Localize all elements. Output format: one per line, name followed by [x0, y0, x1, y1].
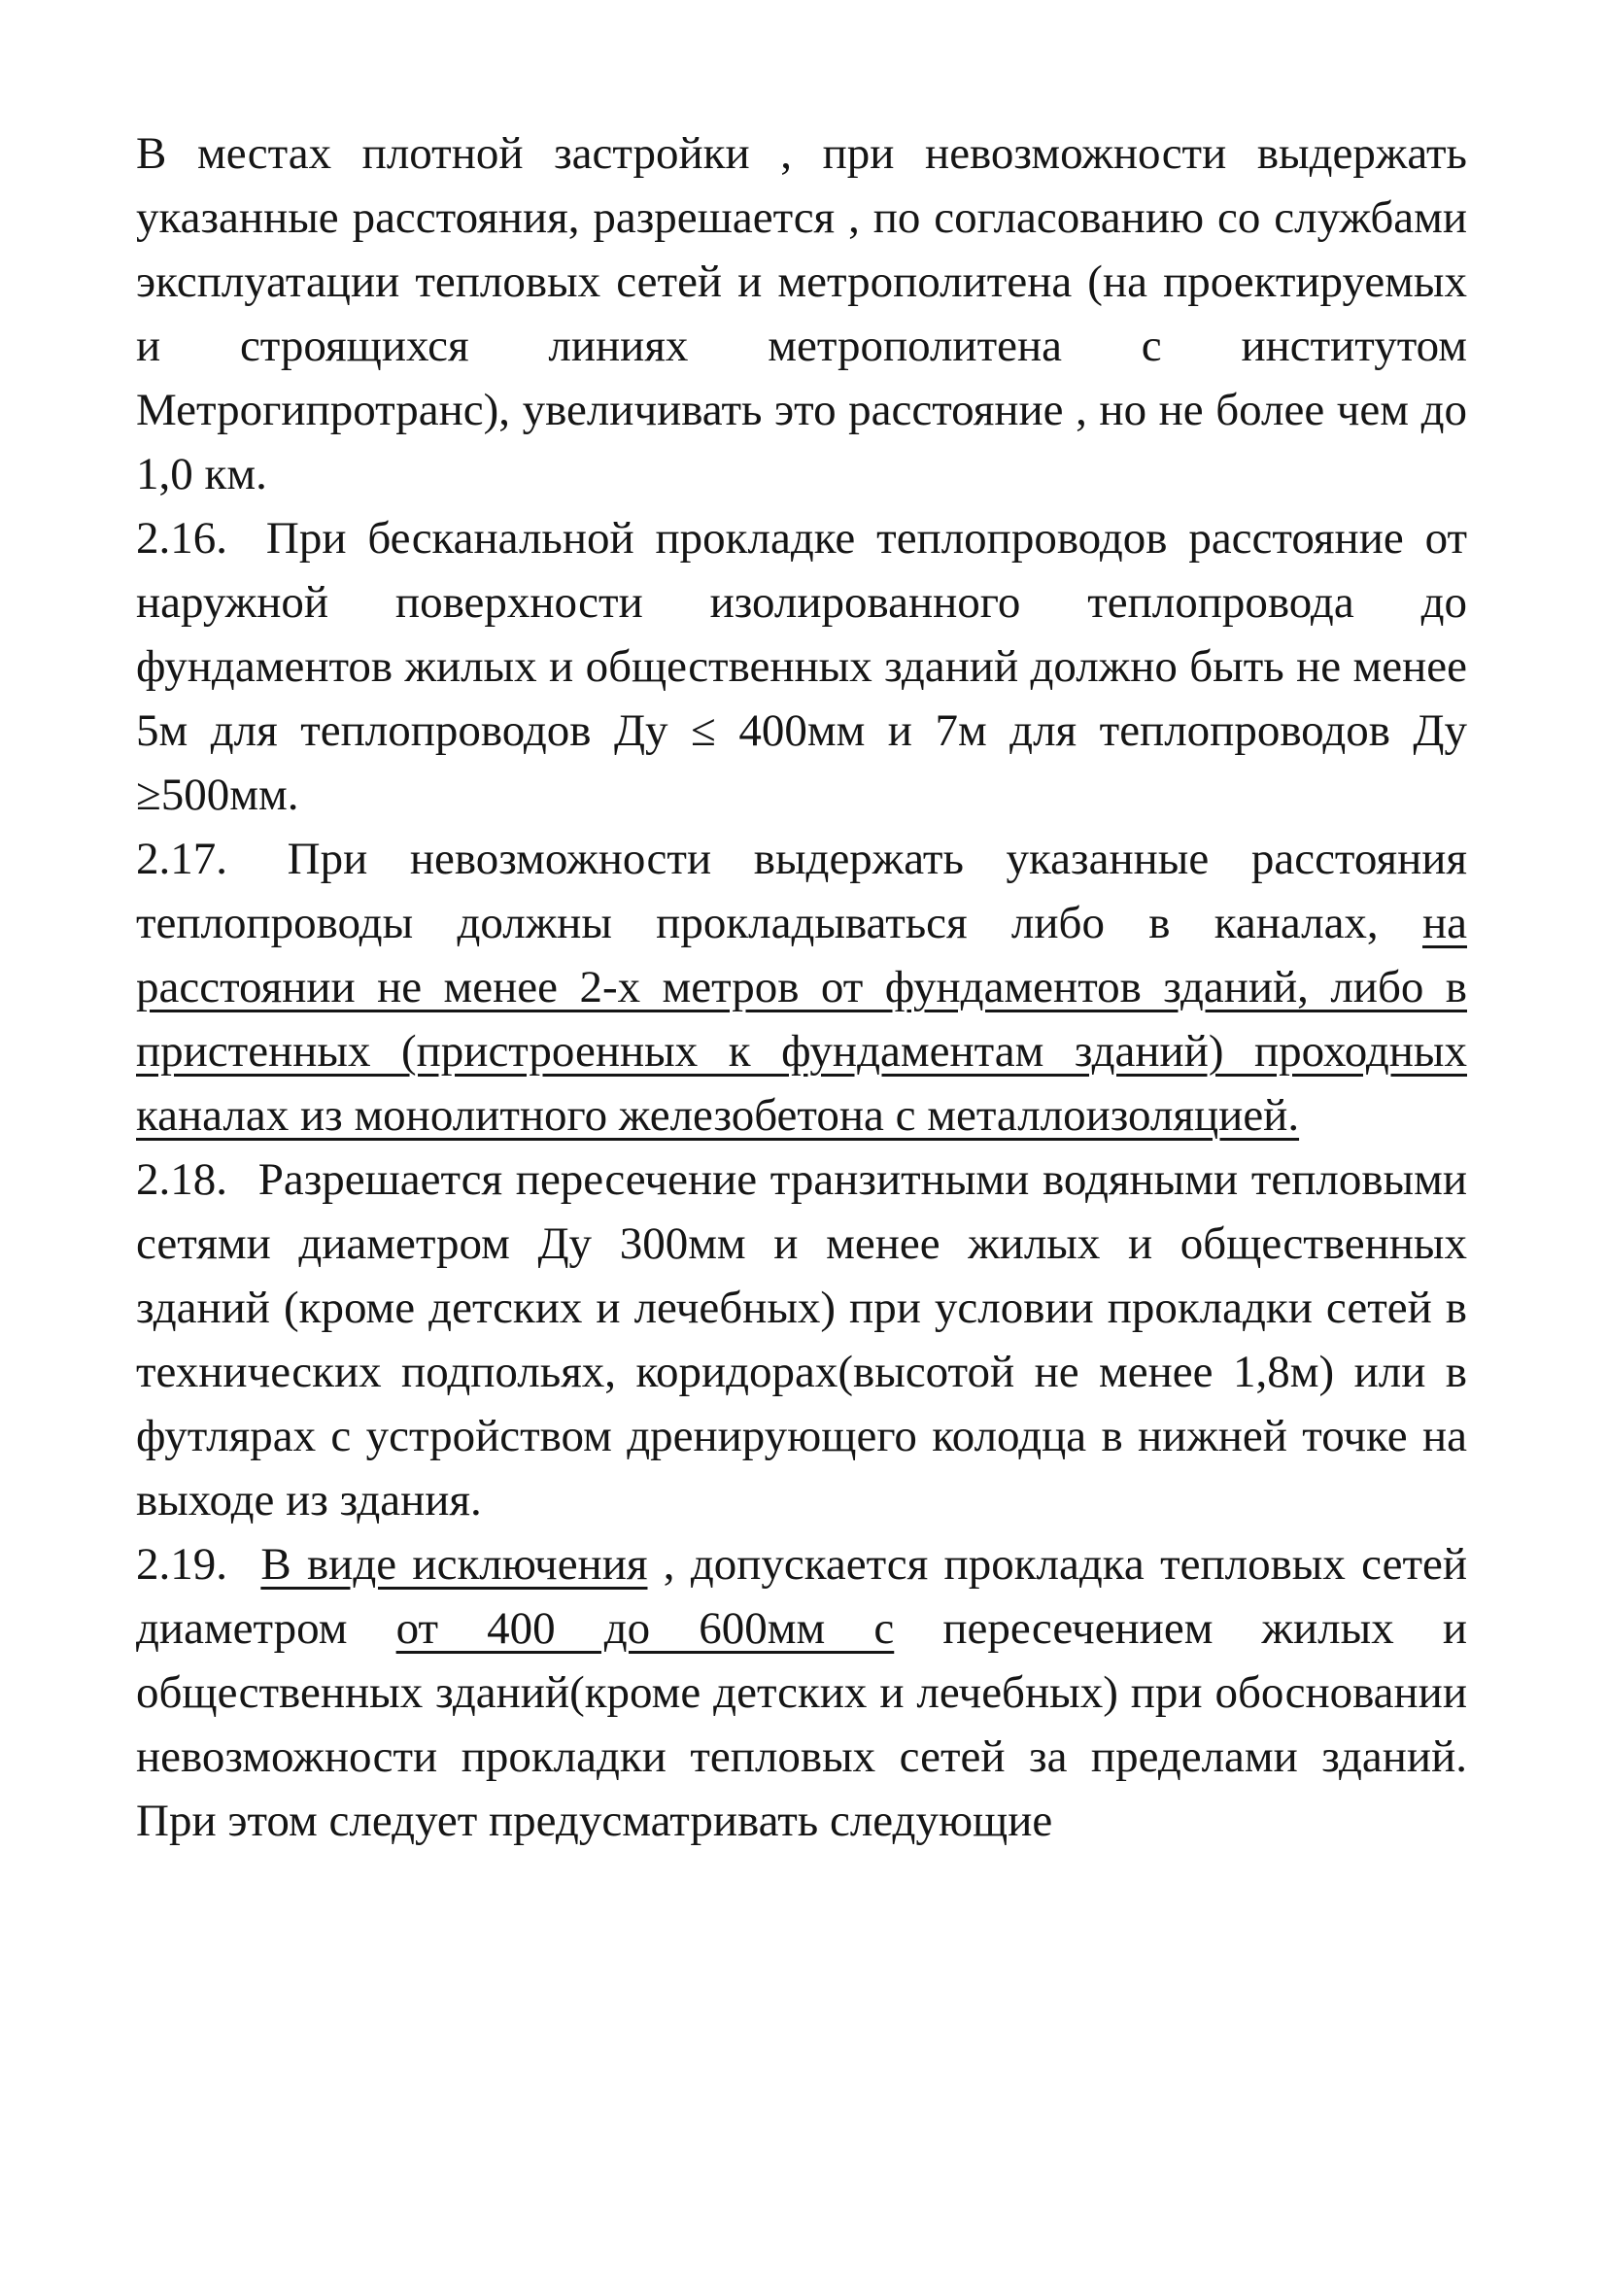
underlined-text: на расстоянии не менее 2-х метров от фундаментов зданий, либо в пристенных (пристроенных к фундаментам зданий) проходных каналах из монолитного железобетона с металлоизоляцией.	[136, 898, 1467, 1141]
paragraph-text: При бесканальной прокладке теплопроводов расстояние от наружной поверхности изолированного теплопровода до фундаментов жилых и общественных зданий должно быть не менее 5м для теплопроводов Ду ≤ 400мм и 7м для теплопроводов Ду ≥500мм.	[136, 513, 1468, 820]
paragraph-2-18	[136, 1148, 1467, 1532]
clause-number: 2.17.	[136, 834, 227, 884]
clause-number: 2.16.	[136, 513, 227, 564]
clause-number: 2.18.	[136, 1154, 227, 1205]
paragraph-text: , допускается прокладка тепловых сетей диаметром	[136, 1539, 1468, 1654]
paragraph-text: Разрешается пересечение транзитными водяными тепловыми сетями диаметром Ду 300мм и менее жилых и общественных зданий (кроме детских и лечебных) при условии прокладки сетей в технических подпольях, коридорах(высотой не менее 1,8м) или в футлярах с устройством дренирующего колодца в нижней точке на выходе из здания.	[136, 1154, 1468, 1525]
underlined-text: от 400 до 600мм с	[395, 1603, 895, 1654]
underlined-text: В виде исключения	[260, 1539, 648, 1590]
paragraph-2-17	[136, 827, 1467, 1148]
paragraph-2-16	[136, 506, 1467, 827]
paragraph-text: При невозможности выдержать указанные расстояния теплопроводы должны прокладываться либо в каналах,	[136, 834, 1467, 948]
paragraph-text: В местах плотной застройки , при невозможности выдержать указанные расстояния, разрешается , по согласованию со службами эксплуатации тепловых сетей и метрополитена (на проектируемых и строящихся линиях метрополитена с институтом Метрогипротранс), увеличивать это расстояние , но не более чем до 1,0 км.	[136, 128, 1467, 499]
paragraph-2-19	[136, 1532, 1467, 1853]
paragraph-intro	[136, 121, 1467, 506]
document-page	[136, 121, 1467, 1853]
paragraph-text: пересечением жилых и общественных зданий(кроме детских и лечебных) при обосновании невозможности прокладки тепловых сетей за пределами зданий. При этом следует предусматривать следующие	[136, 1603, 1467, 1846]
clause-number: 2.19.	[136, 1539, 227, 1590]
